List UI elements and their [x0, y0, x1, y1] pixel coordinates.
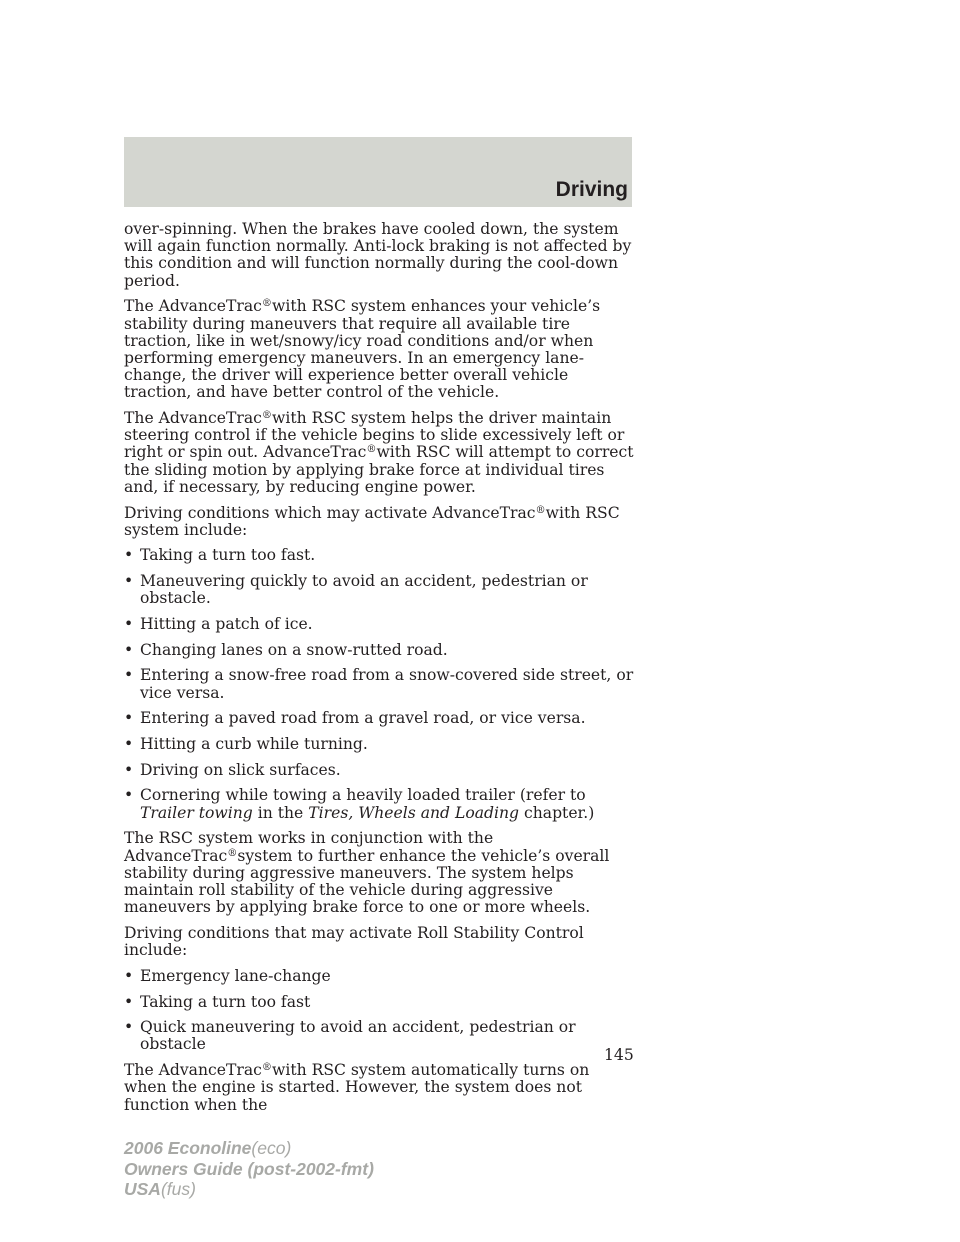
rsc-conditions-list — [124, 968, 634, 1054]
registered-mark: ® — [227, 847, 238, 859]
cross-reference: Tires, Wheels and Loading — [308, 803, 520, 822]
bullet-icon: • — [124, 966, 134, 985]
document-footer — [124, 1138, 374, 1200]
bullet-icon: • — [124, 735, 134, 754]
footer-line-guide: Owners Guide (post-2002-fmt) — [124, 1158, 374, 1179]
registered-mark: ® — [261, 409, 272, 421]
list-item: • Cornering while towing a heavily loaded trailer (refer to Trailer towing in the Tires, Wheels and Loading chapter.) — [124, 786, 595, 822]
registered-mark: ® — [261, 1062, 272, 1074]
list-item: • Hitting a patch of ice. — [124, 615, 313, 634]
footer-line-model: 2006 Econoline(eco) — [124, 1138, 292, 1158]
bullet-icon: • — [124, 786, 134, 805]
paragraph-7: The AdvanceTrac®with RSC system automatically turns on when the engine is started. However, the system does not function when the — [124, 1061, 590, 1114]
list-item: • Driving on slick surfaces. — [124, 760, 341, 779]
bullet-icon: • — [124, 546, 134, 565]
bullet-icon: • — [124, 760, 134, 779]
registered-mark: ® — [535, 504, 546, 516]
paragraph-5: The RSC system works in conjunction with the AdvanceTrac®system to further enhance the vehicle’s overall stability during aggressive maneuvers. The system helps maintain roll stability of the vehicle during aggressive maneuvers by applying brake force to one or more wheels. — [124, 829, 610, 917]
bullet-icon: • — [124, 992, 134, 1011]
paragraph-3: The AdvanceTrac®with RSC system helps the driver maintain steering control if the vehicle begins to slide excessively left or right or spin out. AdvanceTrac®with RSC will attempt to correct the sliding motion by applying brake force at individual tires and, if necessary, by reducing engine power. — [124, 409, 634, 496]
list-item: • Entering a snow-free road from a snow-covered side street, or vice versa. — [124, 666, 634, 702]
list-item: • Entering a paved road from a gravel road, or vice versa. — [124, 709, 586, 728]
bullet-icon: • — [124, 1018, 134, 1037]
list-item: • Hitting a curb while turning. — [124, 735, 368, 754]
paragraph-4: Driving conditions which may activate AdvanceTrac®with RSC system include: — [124, 503, 620, 539]
list-item: • Changing lanes on a snow-rutted road. — [124, 640, 448, 659]
bullet-icon: • — [124, 709, 134, 728]
bullet-icon: • — [124, 615, 134, 634]
bullet-icon: • — [124, 572, 134, 591]
registered-mark: ® — [261, 298, 272, 310]
bullet-icon: • — [124, 666, 134, 685]
list-item: • Taking a turn too fast — [124, 992, 311, 1011]
list-item: • Quick maneuvering to avoid an accident, pedestrian or obstacle — [124, 1018, 576, 1054]
footer-line-market: USA(fus) — [124, 1179, 196, 1199]
list-item: • Maneuvering quickly to avoid an accident, pedestrian or obstacle. — [124, 572, 588, 608]
page-number: 145 — [604, 1046, 634, 1064]
paragraph-6: Driving conditions that may activate Roll Stability Control include: — [124, 923, 584, 960]
page-body — [124, 221, 634, 1114]
registered-mark: ® — [366, 444, 377, 456]
paragraph-2: The AdvanceTrac®with RSC system enhances your vehicle’s stability during maneuvers that require all available tire traction, like in wet/snowy/icy road conditions and/or when performing emergency maneuvers. In an emergency lane-change, the driver will experience better overall vehicle traction, and have better control of the vehicle. — [124, 297, 601, 402]
list-item: • Taking a turn too fast. — [124, 546, 316, 565]
conditions-list — [124, 547, 634, 821]
section-header-band — [124, 137, 632, 207]
cross-reference: Trailer towing — [140, 803, 253, 822]
paragraph-1: over-spinning. When the brakes have cooled down, the system will again function normally. Anti-lock braking is not affected by this condition and will function normally during the cool-down period. — [124, 220, 632, 290]
list-item: • Emergency lane-change — [124, 966, 331, 985]
section-title: Driving — [555, 178, 628, 201]
bullet-icon: • — [124, 640, 134, 659]
